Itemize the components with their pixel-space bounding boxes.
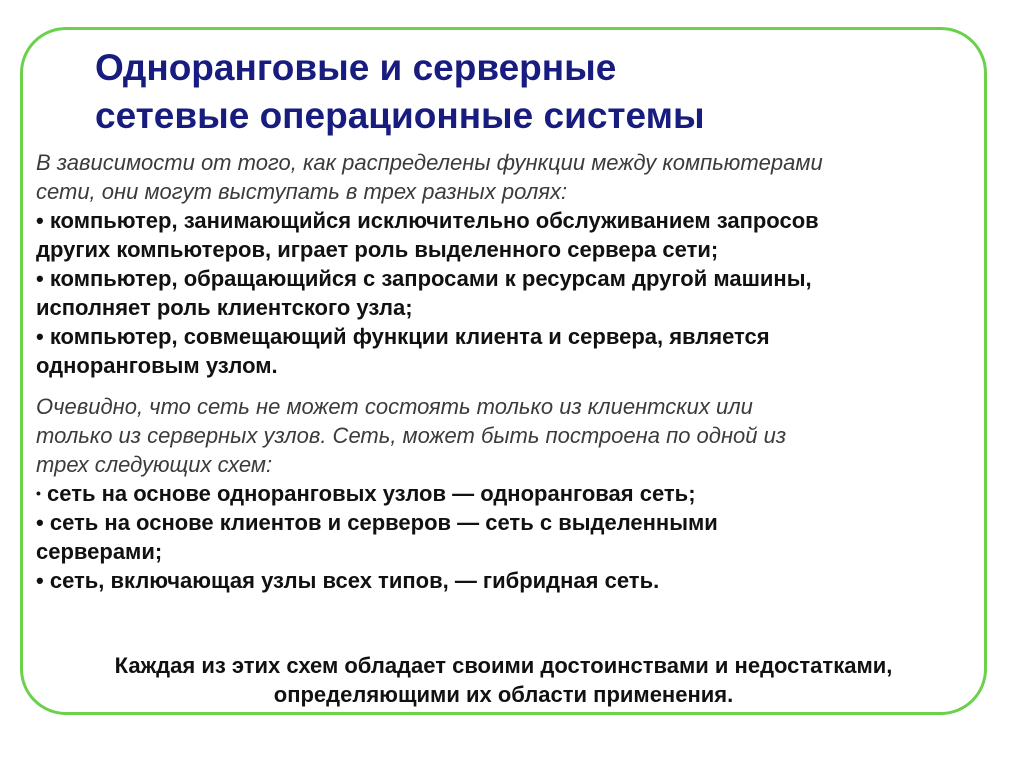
scheme-line: сеть, включающая узлы всех типов, — гибридная сеть. (49, 568, 660, 593)
schemes-intro-line: Очевидно, что сеть не может состоять только из клиентских или (36, 394, 753, 419)
scheme-line: серверами; (36, 539, 163, 564)
title-line: Одноранговые и серверные (95, 47, 617, 88)
role-line: одноранговым узлом. (36, 353, 278, 378)
role-line: исполняет роль клиентского узла; (36, 295, 413, 320)
slide-title (95, 44, 955, 140)
schemes-intro-line: трех следующих схем: (36, 452, 273, 477)
bullet: • (36, 485, 41, 501)
slide-body (36, 148, 961, 595)
bullet: • (36, 324, 44, 349)
schemes-intro-paragraph (36, 392, 961, 479)
scheme-item-client-server (36, 508, 961, 566)
scheme-item-hybrid (36, 566, 961, 595)
title-line: сетевые операционные системы (95, 95, 705, 136)
scheme-line: сеть на основе одноранговых узлов — одноранговая сеть; (47, 481, 696, 506)
role-line: компьютер, занимающийся исключительно обслуживанием запросов (49, 208, 819, 233)
bullet: • (36, 266, 44, 291)
role-item-client (36, 264, 961, 322)
intro-line: В зависимости от того, как распределены функции между компьютерами (36, 150, 823, 175)
intro-line: сети, они могут выступать в трех разных ролях: (36, 179, 568, 204)
scheme-item-peer-to-peer (36, 479, 961, 508)
intro-paragraph (36, 148, 961, 206)
bullet: • (36, 208, 44, 233)
scheme-line: сеть на основе клиентов и серверов — сеть с выделенными (49, 510, 718, 535)
conclusion-line: Каждая из этих схем обладает своими достоинствами и недостатками, (114, 653, 893, 678)
role-line: компьютер, совмещающий функции клиента и сервера, является (49, 324, 770, 349)
role-item-peer (36, 322, 961, 380)
bullet: • (36, 510, 44, 535)
role-line: других компьютеров, играет роль выделенного сервера сети; (36, 237, 719, 262)
conclusion-line: определяющими их области применения. (273, 682, 734, 707)
role-line: компьютер, обращающийся с запросами к ресурсам другой машины, (49, 266, 812, 291)
schemes-intro-line: только из серверных узлов. Сеть, может быть построена по одной из (36, 423, 787, 448)
role-item-server (36, 206, 961, 264)
conclusion (30, 651, 977, 709)
bullet: • (36, 568, 44, 593)
